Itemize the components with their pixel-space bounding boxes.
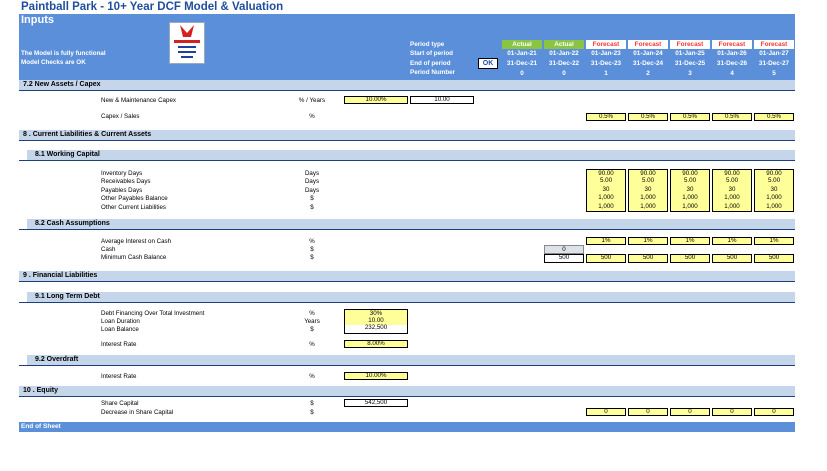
wc-input-2-1[interactable]: 30 <box>628 186 668 195</box>
section-long-term-debt: 9.1 Long Term Debt <box>19 292 795 303</box>
period-number-6: 5 <box>772 70 776 77</box>
period-number-label: Period Number <box>410 69 456 76</box>
wc-input-2-0[interactable]: 30 <box>586 186 626 195</box>
decrease-share-label: Decrease in Share Capital <box>101 409 174 416</box>
cash-value: 0 <box>544 245 584 254</box>
wc-input-4-2[interactable]: 1,000 <box>670 203 710 212</box>
cash-interest-input-4[interactable]: 1% <box>754 237 794 245</box>
period-start-0: 01-Jan-21 <box>507 50 537 57</box>
min-cash-input-1[interactable]: 500 <box>628 254 668 263</box>
wc-input-2-3[interactable]: 30 <box>712 186 752 195</box>
period-end-3: 31-Dec-24 <box>632 60 664 67</box>
wc-input-4-3[interactable]: 1,000 <box>712 203 752 212</box>
od-rate-input[interactable]: 10.00% <box>344 372 408 380</box>
period-start-4: 01-Jan-25 <box>675 50 705 57</box>
cash-interest-input-3[interactable]: 1% <box>712 237 752 245</box>
period-type-label: Period type <box>410 41 445 48</box>
cash-interest-unit: % <box>309 238 315 245</box>
wc-input-1-1[interactable]: 5.00 <box>628 177 668 186</box>
status-functional: The Model is fully functional <box>21 50 106 57</box>
wc-unit-1: Days <box>304 178 320 186</box>
period-type-2: Forecast <box>586 40 626 49</box>
section-financial-liabilities: 9 . Financial Liabilities <box>19 271 795 282</box>
section-overdraft: 9.2 Overdraft <box>19 355 795 366</box>
min-cash-input-2[interactable]: 500 <box>670 254 710 263</box>
period-number-5: 4 <box>730 70 734 77</box>
capex-sales-unit: % <box>309 113 315 120</box>
capex-sales-input-4[interactable]: 0.5% <box>754 113 794 121</box>
ltd-unit-0: % <box>309 310 315 317</box>
wc-label-1: Receivables Days <box>101 178 151 186</box>
end-of-sheet: End of Sheet <box>19 422 795 432</box>
period-start-5: 01-Jan-26 <box>717 50 747 57</box>
wc-unit-4: $ <box>310 203 314 211</box>
wc-input-0-2[interactable]: 90.00 <box>670 169 710 178</box>
wc-label-0: Inventory Days <box>101 170 143 177</box>
period-end-6: 31-Dec-27 <box>758 60 790 67</box>
capex-sales-label: Capex / Sales <box>101 113 140 120</box>
section-new-assets-capex: 7.2 New Assets / Capex <box>19 80 795 91</box>
min-cash-input-3[interactable]: 500 <box>712 254 752 263</box>
period-type-4: Forecast <box>670 40 710 49</box>
wc-input-0-4[interactable]: 90.00 <box>754 169 794 178</box>
sheet-name: Inputs <box>21 14 54 26</box>
period-end-0: 31-Dec-21 <box>506 60 538 67</box>
wc-input-3-2[interactable]: 1,000 <box>670 194 710 203</box>
ltd-value-1[interactable]: 10.00 <box>344 317 408 326</box>
decrease-share-input-1[interactable]: 0 <box>628 408 668 416</box>
wc-label-3: Other Payables Balance <box>101 195 168 203</box>
ltd-unit-1: Years <box>304 318 320 325</box>
min-cash-unit: $ <box>310 254 314 261</box>
share-capital-label: Share Capital <box>101 400 139 407</box>
model-check-ok: OK <box>478 58 498 69</box>
period-type-6: Forecast <box>754 40 794 49</box>
period-start-6: 01-Jan-27 <box>759 50 789 57</box>
wc-unit-2: Days <box>304 186 320 194</box>
ltd-unit-2: $ <box>310 326 314 333</box>
period-end-5: 31-Dec-26 <box>716 60 748 67</box>
period-number-1: 0 <box>562 70 566 77</box>
cash-interest-input-2[interactable]: 1% <box>670 237 710 245</box>
wc-input-0-0[interactable]: 90.00 <box>586 169 626 178</box>
period-type-0: Actual <box>502 40 542 49</box>
wc-label-2: Payables Days <box>101 186 143 194</box>
wc-input-0-1[interactable]: 90.00 <box>628 169 668 178</box>
capex-sales-input-1[interactable]: 0.5% <box>628 113 668 121</box>
capex-sales-input-0[interactable]: 0.5% <box>586 113 626 121</box>
section-current-liabilities: 8 . Current Liabilities & Current Assets <box>19 130 795 141</box>
min-cash-label: Minimum Cash Balance <box>101 254 167 261</box>
start-period-label: Start of period <box>410 50 454 57</box>
ltd-value-0[interactable]: 30% <box>344 309 408 318</box>
end-period-label: End of period <box>410 60 451 67</box>
section-working-capital: 8.1 Working Capital <box>19 150 795 161</box>
company-logo <box>169 22 205 64</box>
capex-sales-input-2[interactable]: 0.5% <box>670 113 710 121</box>
wc-unit-3: $ <box>310 195 314 203</box>
period-start-3: 01-Jan-24 <box>633 50 663 57</box>
wc-input-4-4[interactable]: 1,000 <box>754 203 794 212</box>
wc-input-4-1[interactable]: 1,000 <box>628 203 668 212</box>
decrease-share-input-2[interactable]: 0 <box>670 408 710 416</box>
ltd-rate-input[interactable]: 8.00% <box>344 340 408 348</box>
wc-label-4: Other Current Liabilities <box>101 203 166 211</box>
decrease-share-input-4[interactable]: 0 <box>754 408 794 416</box>
section-equity: 10 . Equity <box>19 386 795 397</box>
capex-new-pct-input[interactable]: 10.00% <box>344 96 408 104</box>
period-start-1: 01-Jan-22 <box>549 50 579 57</box>
wc-input-2-2[interactable]: 30 <box>670 186 710 195</box>
period-start-2: 01-Jan-23 <box>591 50 621 57</box>
period-end-1: 31-Dec-22 <box>548 60 580 67</box>
period-end-2: 31-Dec-23 <box>590 60 622 67</box>
period-number-0: 0 <box>520 70 524 77</box>
wc-input-4-0[interactable]: 1,000 <box>586 203 626 212</box>
page-title: Paintball Park - 10+ Year DCF Model & Valuation <box>19 0 409 14</box>
decrease-share-input-3[interactable]: 0 <box>712 408 752 416</box>
period-number-3: 2 <box>646 70 650 77</box>
period-end-4: 31-Dec-25 <box>674 60 706 67</box>
decrease-share-input-0[interactable]: 0 <box>586 408 626 416</box>
wc-input-1-2[interactable]: 5.00 <box>670 177 710 186</box>
min-cash-actual: 500 <box>544 254 584 263</box>
od-rate-unit: % <box>309 373 315 380</box>
min-cash-input-4[interactable]: 500 <box>754 254 794 263</box>
ltd-label-2: Loan Balance <box>101 326 139 333</box>
capex-new-unit: % / Years <box>298 97 326 104</box>
wc-input-3-4[interactable]: 1,000 <box>754 194 794 203</box>
ltd-label-0: Debt Financing Over Total Investment <box>101 310 205 317</box>
ltd-value-2: 232,500 <box>344 325 408 334</box>
period-type-3: Forecast <box>628 40 668 49</box>
wc-input-1-3[interactable]: 5.00 <box>712 177 752 186</box>
capex-sales-input-3[interactable]: 0.5% <box>712 113 752 121</box>
capex-new-label: New & Maintenance Capex <box>101 97 176 104</box>
ltd-label-1: Loan Duration <box>101 318 140 325</box>
wc-input-1-4[interactable]: 5.00 <box>754 177 794 186</box>
wc-input-3-3[interactable]: 1,000 <box>712 194 752 203</box>
period-type-5: Forecast <box>712 40 752 49</box>
cash-label: Cash <box>101 246 116 253</box>
ltd-rate-label: Interest Rate <box>101 341 137 348</box>
capex-new-years-input[interactable]: 10.00 <box>410 96 474 104</box>
period-type-1: Actual <box>544 40 584 49</box>
status-checks: Model Checks are OK <box>21 59 86 66</box>
cash-interest-input-0[interactable]: 1% <box>586 237 626 245</box>
wc-input-2-4[interactable]: 30 <box>754 186 794 195</box>
period-number-2: 1 <box>604 70 608 77</box>
wc-input-1-0[interactable]: 5.00 <box>586 177 626 186</box>
wc-input-0-3[interactable]: 90.00 <box>712 169 752 178</box>
share-capital-value: 542,500 <box>344 399 408 407</box>
share-capital-unit: $ <box>310 400 314 407</box>
wc-input-3-0[interactable]: 1,000 <box>586 194 626 203</box>
decrease-share-unit: $ <box>310 409 314 416</box>
min-cash-input-0[interactable]: 500 <box>586 254 626 263</box>
section-cash-assumptions: 8.2 Cash Assumptions <box>19 219 795 230</box>
ltd-rate-unit: % <box>309 341 315 348</box>
wc-input-3-1[interactable]: 1,000 <box>628 194 668 203</box>
cash-unit: $ <box>310 246 314 253</box>
wc-unit-0: Days <box>304 170 320 177</box>
period-number-4: 3 <box>688 70 692 77</box>
cash-interest-input-1[interactable]: 1% <box>628 237 668 245</box>
od-rate-label: Interest Rate <box>101 373 137 380</box>
cash-interest-label: Average Interest on Cash <box>101 238 172 245</box>
